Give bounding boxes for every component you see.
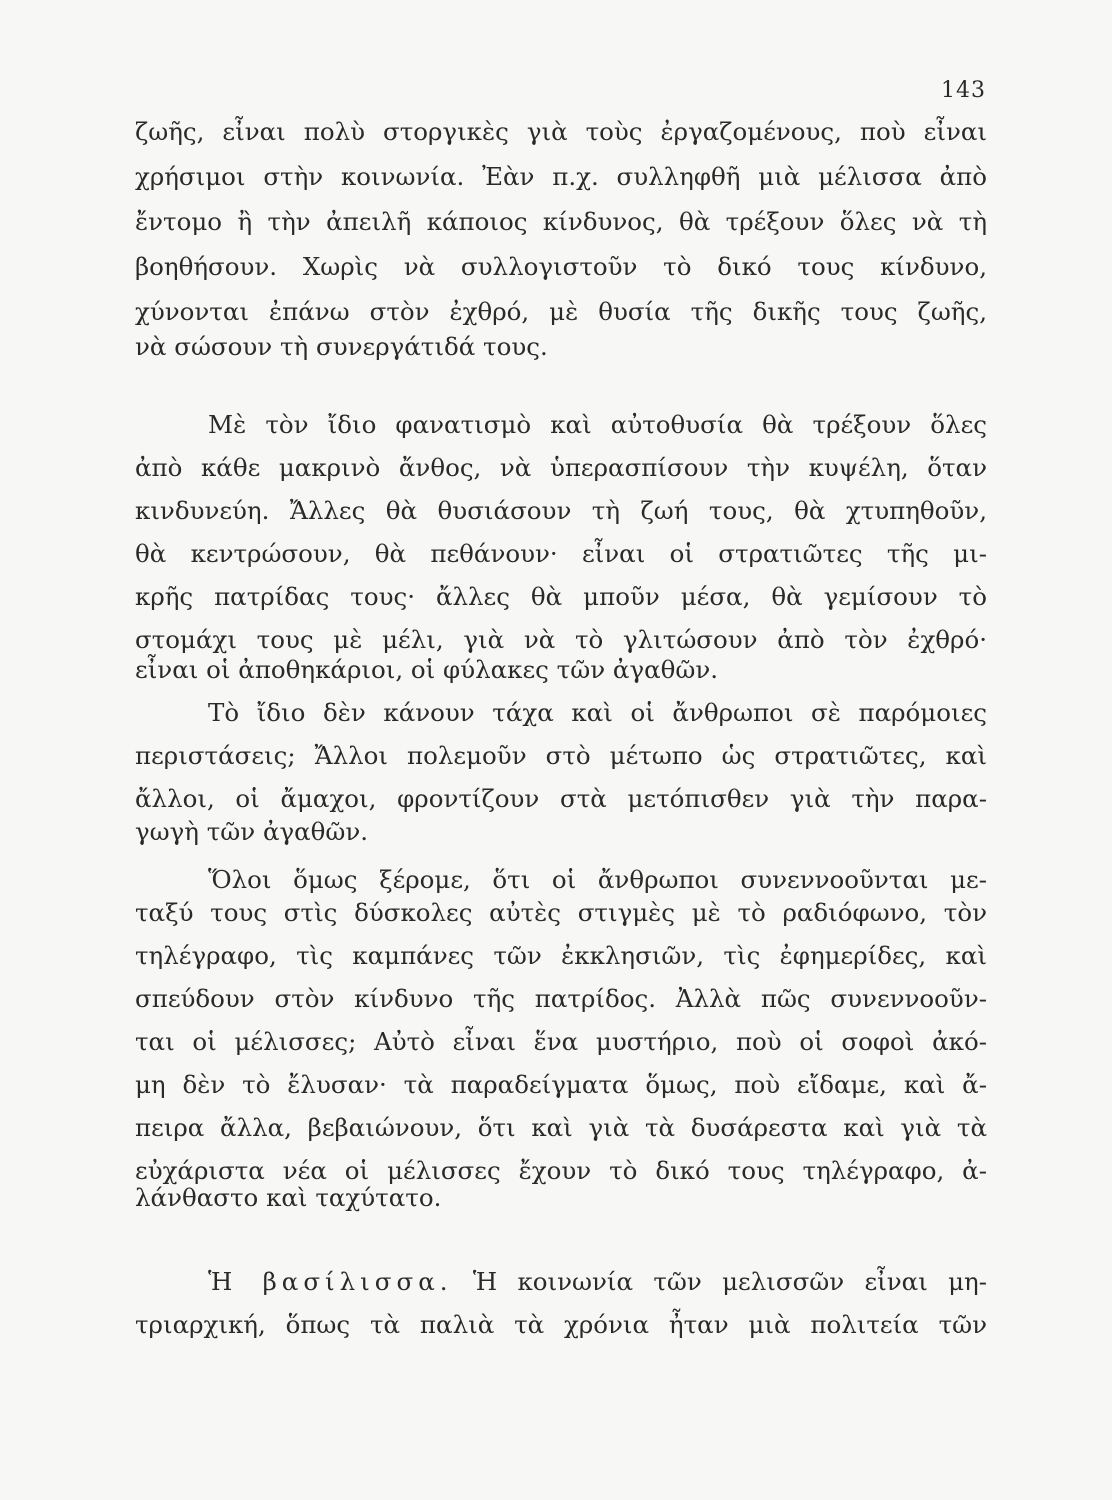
- text-line: βοηθήσουν. Χωρὶς νὰ συλλογιστοῦν τὸ δικό τους κίνδυνο,: [135, 252, 987, 281]
- section-heading: Ἡ βασίλισσα.: [208, 1267, 453, 1296]
- text-line: μη δὲν τὸ ἔλυσαν· τὰ παραδείγματα ὅμως, ποὺ εἴδαμε, καὶ ἄ-: [135, 1070, 987, 1099]
- text-line: θὰ κεντρώσουν, θὰ πεθάνουν· εἶναι οἱ στρατιῶτες τῆς μι-: [135, 539, 987, 568]
- text-line: ἄλλοι, οἱ ἄμαχοι, φροντίζουν στὰ μετόπισθεν γιὰ τὴν παρα-: [135, 784, 987, 813]
- text-line: ἀπὸ κάθε μακρινὸ ἄνθος, νὰ ὑπερασπίσουν τὴν κυψέλη, ὅταν: [135, 453, 987, 482]
- text-line: κρῆς πατρίδας τους· ἄλλες θὰ μποῦν μέσα, θὰ γεμίσουν τὸ: [135, 582, 987, 611]
- text-line: εὐχάριστα νέα οἱ μέλισσες ἔχουν τὸ δικό τους τηλέγραφο, ἀ-: [135, 1156, 987, 1185]
- text-line: κινδυνεύη. Ἄλλες θὰ θυσιάσουν τὴ ζωή τους, θὰ χτυπηθοῦν,: [135, 496, 987, 525]
- text-line: χύνονται ἐπάνω στὸν ἐχθρό, μὲ θυσία τῆς δικῆς τους ζωῆς,: [135, 297, 987, 326]
- text-line: νὰ σώσουν τὴ συνεργάτιδά τους.: [135, 332, 548, 361]
- text-line: σπεύδουν στὸν κίνδυνο τῆς πατρίδος. Ἀλλὰ πῶς συνεννοοῦν-: [135, 984, 987, 1013]
- page-number: 143: [941, 78, 986, 103]
- text-line: χρήσιμοι στὴν κοινωνία. Ἐὰν π.χ. συλληφθῆ μιὰ μέλισσα ἀπὸ: [135, 162, 987, 191]
- text-line: Ὅλοι ὅμως ξέρομε, ὅτι οἱ ἄνθρωποι συνεννοοῦνται με-: [208, 865, 987, 894]
- text-line: στομάχι τους μὲ μέλι, γιὰ νὰ τὸ γλιτώσουν ἀπὸ τὸν ἐχθρό·: [135, 625, 987, 654]
- text-line: ταξύ τους στὶς δύσκολες αὐτὲς στιγμὲς μὲ τὸ ραδιόφωνο, τὸν: [135, 898, 987, 927]
- text-line: ται οἱ μέλισσες; Αὐτὸ εἶναι ἕνα μυστήριο, ποὺ οἱ σοφοὶ ἀκό-: [135, 1027, 987, 1056]
- section-text: Ἡ κοινωνία τῶν μελισσῶν εἶναι μη-: [472, 1267, 987, 1296]
- text-line: ἔντομο ἢ τὴν ἀπειλῆ κάποιος κίνδυνος, θὰ τρέξουν ὅλες νὰ τὴ: [135, 207, 987, 236]
- text-line: τριαρχική, ὅπως τὰ παλιὰ τὰ χρόνια ἦταν μιὰ πολιτεία τῶν: [135, 1310, 987, 1339]
- text-line: περιστάσεις; Ἄλλοι πολεμοῦν στὸ μέτωπο ὡς στρατιῶτες, καὶ: [135, 741, 987, 770]
- text-line: γωγὴ τῶν ἀγαθῶν.: [135, 817, 369, 846]
- text-line: Τὸ ἴδιο δὲν κάνουν τάχα καὶ οἱ ἄνθρωποι σὲ παρόμοιες: [208, 698, 987, 727]
- text-line: εἶναι οἱ ἀποθηκάριοι, οἱ φύλακες τῶν ἀγαθῶν.: [135, 655, 719, 684]
- text-line: πειρα ἄλλα, βεβαιώνουν, ὅτι καὶ γιὰ τὰ δυσάρεστα καὶ γιὰ τὰ: [135, 1113, 987, 1142]
- text-line: τηλέγραφο, τὶς καμπάνες τῶν ἐκκλησιῶν, τὶς ἐφημερίδες, καὶ: [135, 941, 987, 970]
- text-line: ζωῆς, εἶναι πολὺ στοργικὲς γιὰ τοὺς ἐργαζομένους, ποὺ εἶναι: [135, 117, 987, 146]
- text-line: Μὲ τὸν ἴδιο φανατισμὸ καὶ αὐτοθυσία θὰ τρέξουν ὅλες: [208, 410, 987, 439]
- section-first-line: [208, 1262, 987, 1302]
- text-line: λάνθαστο καὶ ταχύτατο.: [135, 1183, 442, 1212]
